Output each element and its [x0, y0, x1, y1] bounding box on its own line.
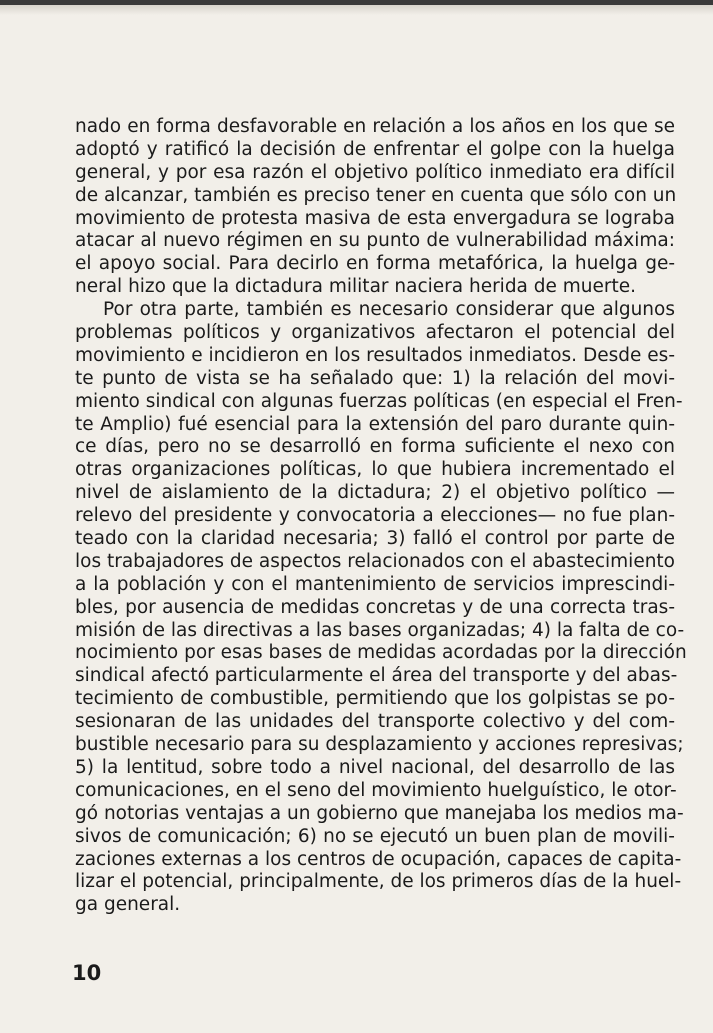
- text-line: miento sindical con algunas fuerzas políticas (en especial el Fren-: [75, 390, 683, 412]
- text-line: lizar el potencial, principalmente, de los primeros días de la huel-: [75, 871, 682, 893]
- paragraph-end-line: neral hizo que la dictadura militar naciera herida de muerte.: [75, 276, 637, 298]
- scan-shadow: [0, 5, 713, 15]
- paragraph-start-line: Por otra parte, también es necesario considerar que algunos: [103, 299, 675, 321]
- text-line: atacar al nuevo régimen en su punto de vulnerabilidad máxima:: [75, 230, 675, 252]
- text-line: gó notorias ventajas a un gobierno que manejaba los medios ma-: [75, 802, 684, 824]
- text-line: de alcanzar, también es preciso tener en cuenta que sólo con un: [75, 184, 677, 206]
- text-line: 5) la lentitud, sobre todo a nivel nacional, del desarrollo de las: [75, 756, 675, 778]
- text-line: bustible necesario para su desplazamiento y acciones represivas;: [75, 734, 684, 756]
- text-line: los trabajadores de aspectos relacionados con el abastecimiento: [75, 550, 675, 572]
- text-line: movimiento e incidieron en los resultados inmediatos. Desde es-: [75, 344, 675, 366]
- text-line: teado con la claridad necesaria; 3) falló el control por parte de: [75, 528, 675, 550]
- page-number: 10: [72, 961, 102, 985]
- text-line: general, y por esa razón el objetivo político inmediato era difícil: [75, 161, 675, 183]
- text-line: adoptó y ratificó la decisión de enfrentar el golpe con la huelga: [75, 138, 675, 160]
- text-line: zaciones externas a los centros de ocupación, capaces de capita-: [75, 848, 682, 870]
- text-line: te Amplio) fué esencial para la extensión del paro durante quin-: [75, 413, 675, 435]
- text-line: el apoyo social. Para decirlo en forma metafórica, la huelga ge-: [75, 253, 675, 275]
- paragraph-end-line: ga general.: [75, 894, 181, 916]
- text-line: ce días, pero no se desarrolló en forma suficiente el nexo con: [75, 436, 675, 458]
- text-line: relevo del presidente y convocatoria a elecciones— no fue plan-: [75, 505, 675, 527]
- text-line: otras organizaciones políticas, lo que hubiera incrementado el: [75, 459, 675, 481]
- text-line: movimiento de protesta masiva de esta envergadura se lograba: [75, 207, 675, 229]
- text-line: nado en forma desfavorable en relación a los años en los que se: [75, 116, 675, 137]
- text-line: a la población y con el mantenimiento de servicios imprescindi-: [75, 573, 675, 595]
- text-line: nocimiento por esas bases de medidas acordadas por la dirección: [75, 642, 687, 664]
- text-line: nivel de aislamiento de la dictadura; 2) el objetivo político —: [75, 482, 675, 504]
- body-text: [75, 116, 687, 917]
- text-line: comunicaciones, en el seno del movimiento huelguístico, le otor-: [75, 779, 677, 801]
- text-line: sivos de comunicación; 6) no se ejecutó un buen plan de movili-: [75, 825, 675, 847]
- text-line: te punto de vista se ha señalado que: 1) la relación del movi-: [75, 367, 675, 389]
- text-line: misión de las directivas a las bases organizadas; 4) la falta de co-: [75, 619, 685, 641]
- text-line: sesionaran de las unidades del transporte colectivo y del com-: [75, 711, 675, 733]
- text-line: bles, por ausencia de medidas concretas y de una correcta tras-: [75, 596, 675, 618]
- text-line: tecimiento de combustible, permitiendo que los golpistas se po-: [75, 688, 675, 710]
- text-line: sindical afectó particularmente el área del transporte y del abas-: [75, 665, 678, 687]
- text-line: problemas políticos y organizativos afectaron el potencial del: [75, 322, 675, 344]
